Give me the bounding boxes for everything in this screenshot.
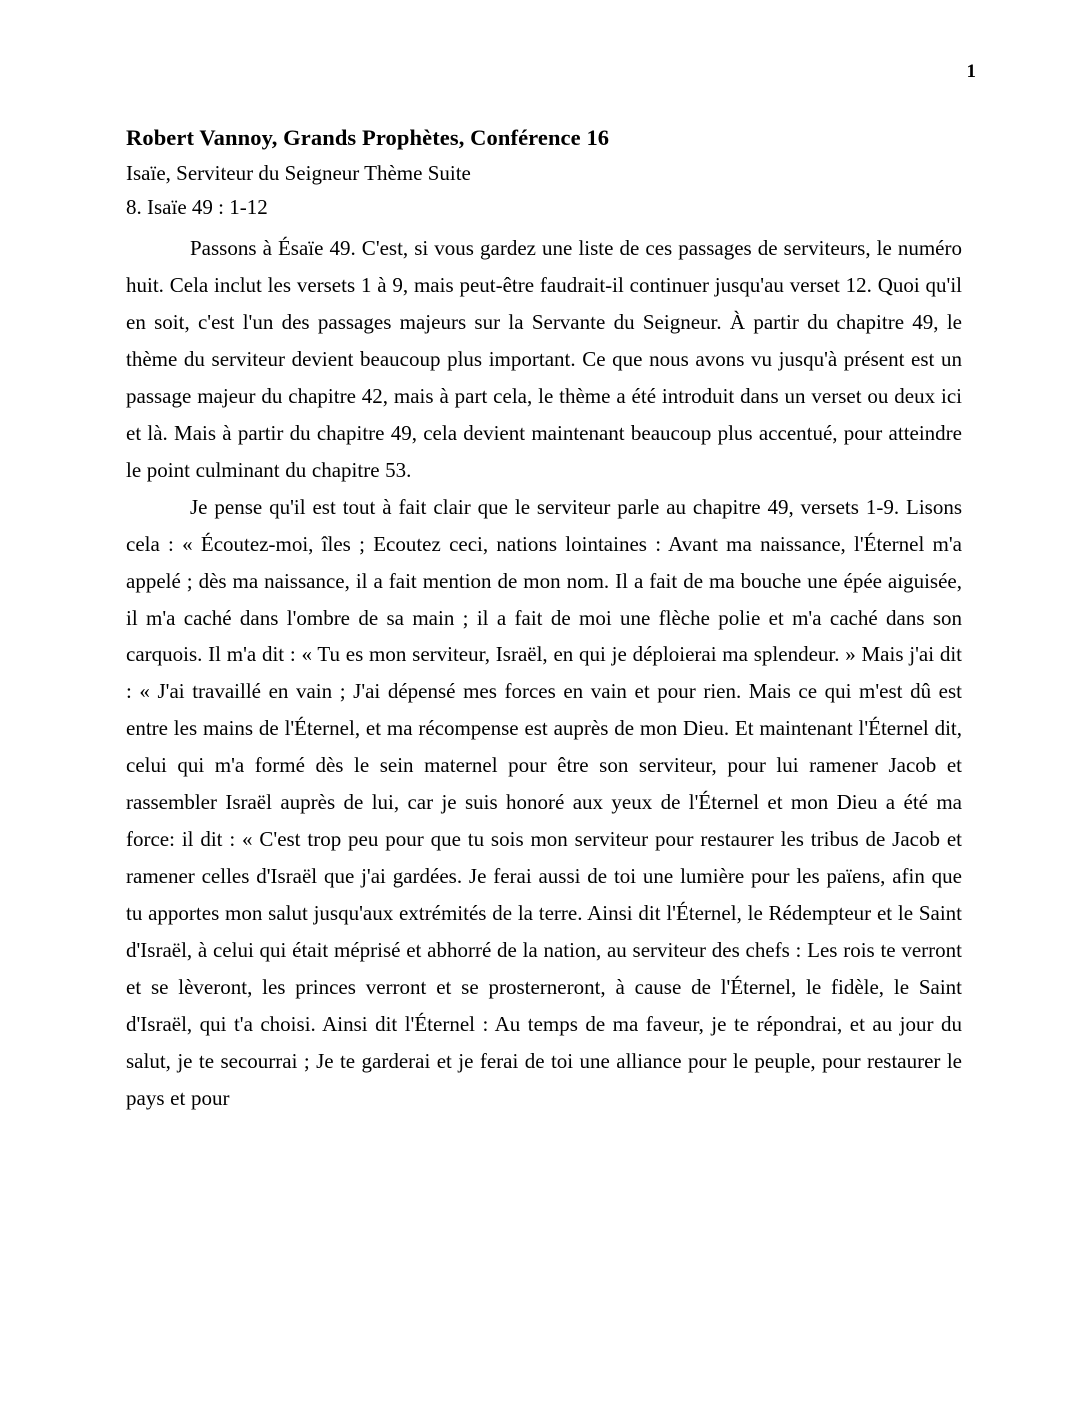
paragraph: Passons à Ésaïe 49. C'est, si vous gardez une liste de ces passages de serviteurs, le numéro huit. Cela inclut les versets 1 à 9, mais peut-être faudrait-il continuer jusqu'au verset 12. Quoi qu'il en soit, c'est l'un des passages majeurs sur la Servante du Seigneur. À partir du chapitre 49, le thème du serviteur devient beaucoup plus important. Ce que nous avons vu jusqu'à présent est un passage majeur du chapitre 42, mais à part cela, le thème a été introduit dans un verset ou deux ici et là. Mais à partir du chapitre 49, cela devient maintenant beaucoup plus accentué, pour atteindre le point culminant du chapitre 53. [126, 235, 962, 482]
paragraph: Je pense qu'il est tout à fait clair que le serviteur parle au chapitre 49, versets 1-9. Lisons cela : « Écoutez-moi, îles ; Ecoutez ceci, nations lointaines : Avant ma naissance, l'Éternel m'a appelé ; dès ma naissance, il a fait mention de mon nom. Il a fait de ma bouche une épée aiguisée, il m'a caché dans l'ombre de sa main ; il a fait de moi une flèche polie et m'a caché dans son carquois. Il m'a dit : « Tu es mon serviteur, Israël, en qui je déploierai ma splendeur. » Mais j'ai dit : « J'ai travaillé en vain ; J'ai dépensé mes forces en vain et pour rien. Mais ce qui m'est dû est entre les mains de l'Éternel, et ma récompense est auprès de mon Dieu. Et maintenant l'Éternel dit, celui qui m'a formé dès le sein maternel pour être son serviteur, pour lui ramener Jacob et rassembler Israël auprès de lui, car je suis honoré aux yeux de l'Éternel et mon Dieu a été ma force: il dit : « C'est trop peu pour que tu sois mon serviteur pour restaurer les tribus de Jacob et ramener celles d'Israël que j'ai gardées. Je ferai aussi de toi une lumière pour les païens, afin que tu apportes mon salut jusqu'aux extrémités de la terre. Ainsi dit l'Éternel, le Rédempteur et le Saint d'Israël, à celui qui était méprisé et abhorré de la nation, au serviteur des chefs : Les rois te verront et se lèveront, les princes verront et se prosterneront, à cause de l'Éternel, le fidèle, le Saint d'Israël, qui t'a choisi. Ainsi dit l'Éternel : Au temps de ma faveur, je te répondrai, et au jour du salut, je te secourrai ; Je te garderai et je ferai de toi une alliance pour le peuple, pour restaurer le pays et pour [126, 494, 962, 1110]
document-title: Robert Vannoy, Grands Prophètes, Conférence 16 [126, 125, 610, 150]
document-subtitle: Isaïe, Serviteur du Seigneur Thème Suite [126, 160, 471, 185]
document-body [126, 122, 962, 1117]
section-heading: 8. Isaïe 49 : 1-12 [126, 194, 268, 219]
page-number: 1 [966, 61, 976, 82]
